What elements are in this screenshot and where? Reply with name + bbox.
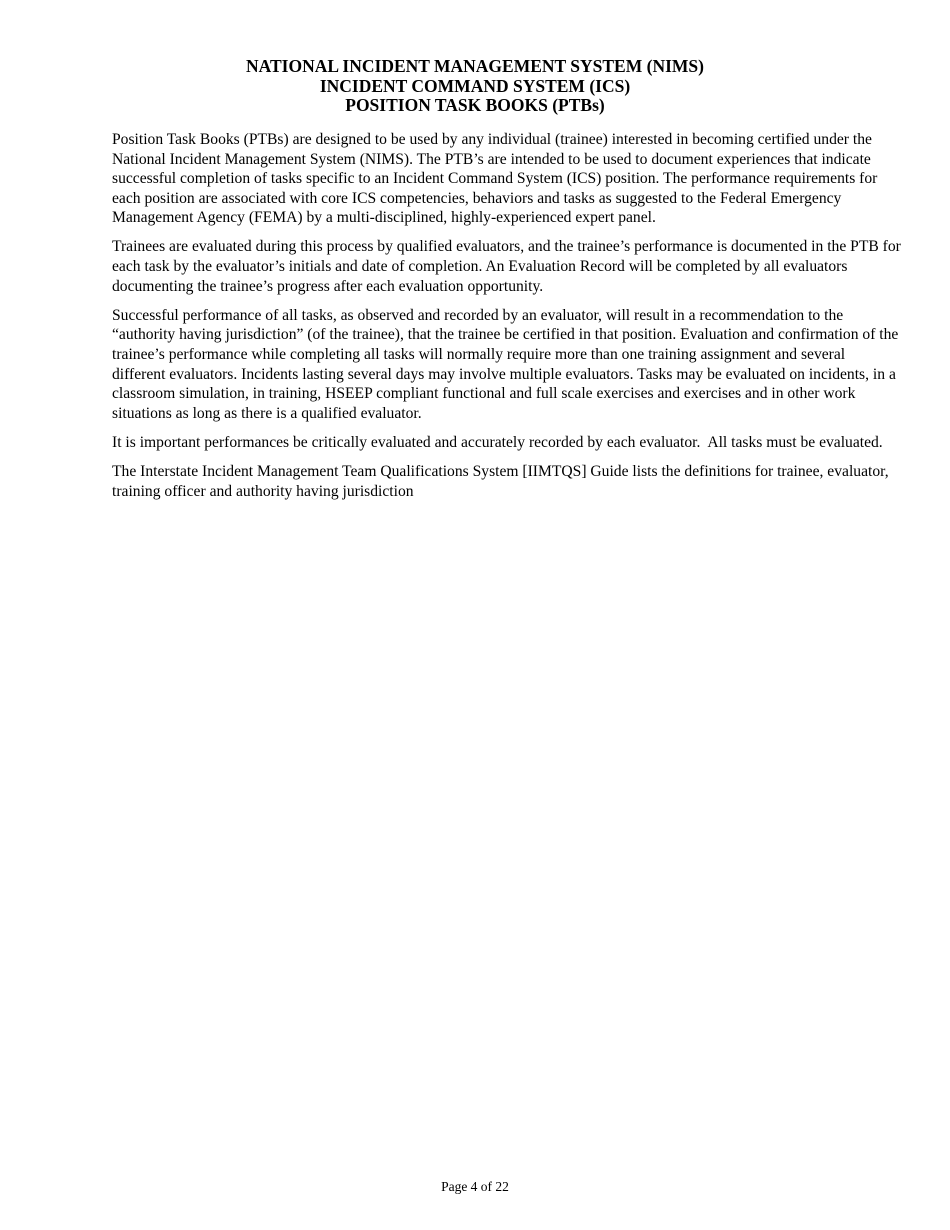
body-paragraph: Successful performance of all tasks, as observed and recorded by an evaluator, will result in a recommendation to the “authority having jurisdiction” (of the trainee), that the trainee be certified in that position. Evaluation and confirmation of the trainee’s performance while completing all tasks will normally require more than one training assignment and several different evaluators. Incidents lasting several days may involve multiple evaluators. Tasks may be evaluated on incidents, in a classroom simulation, in training, HSEEP compliant functional and full scale exercises and exercises and in other work situations as long as there is a qualified evaluator. xyxy=(112,306,899,422)
body-paragraph: The Interstate Incident Management Team Qualifications System [IIMTQS] Guide lists the definitions for trainee, evaluator, training officer and authority having jurisdiction xyxy=(112,462,889,500)
document-body xyxy=(112,130,902,511)
body-paragraph: It is important performances be critically evaluated and accurately recorded by each evaluator. All tasks must be evaluated. xyxy=(112,433,883,451)
header-title-nims: NATIONAL INCIDENT MANAGEMENT SYSTEM (NIMS) xyxy=(246,56,704,76)
header-title-ics: INCIDENT COMMAND SYSTEM (ICS) xyxy=(319,75,631,96)
page-number: Page 4 of 22 xyxy=(441,1179,509,1194)
document-header xyxy=(0,57,950,116)
header-title-ptb: POSITION TASK BOOKS (PTBs) xyxy=(345,95,605,115)
body-paragraph: Position Task Books (PTBs) are designed to be used by any individual (trainee) interested in becoming certified under the National Incident Management System (NIMS). The PTB’s are intended to be used to document experiences that indicate successful completion of tasks specific to an Incident Command System (ICS) position. The performance requirements for each position are associated with core ICS competencies, behaviors and tasks as suggested to the Federal Emergency Management Agency (FEMA) by a multi-disciplined, highly-experienced expert panel. xyxy=(112,131,878,227)
body-paragraph: Trainees are evaluated during this process by qualified evaluators, and the trainee’s performance is documented in the PTB for each task by the evaluator’s initials and date of completion. An Evaluation Record will be completed by all evaluators documenting the trainee’s progress after each evaluation opportunity. xyxy=(112,238,901,295)
